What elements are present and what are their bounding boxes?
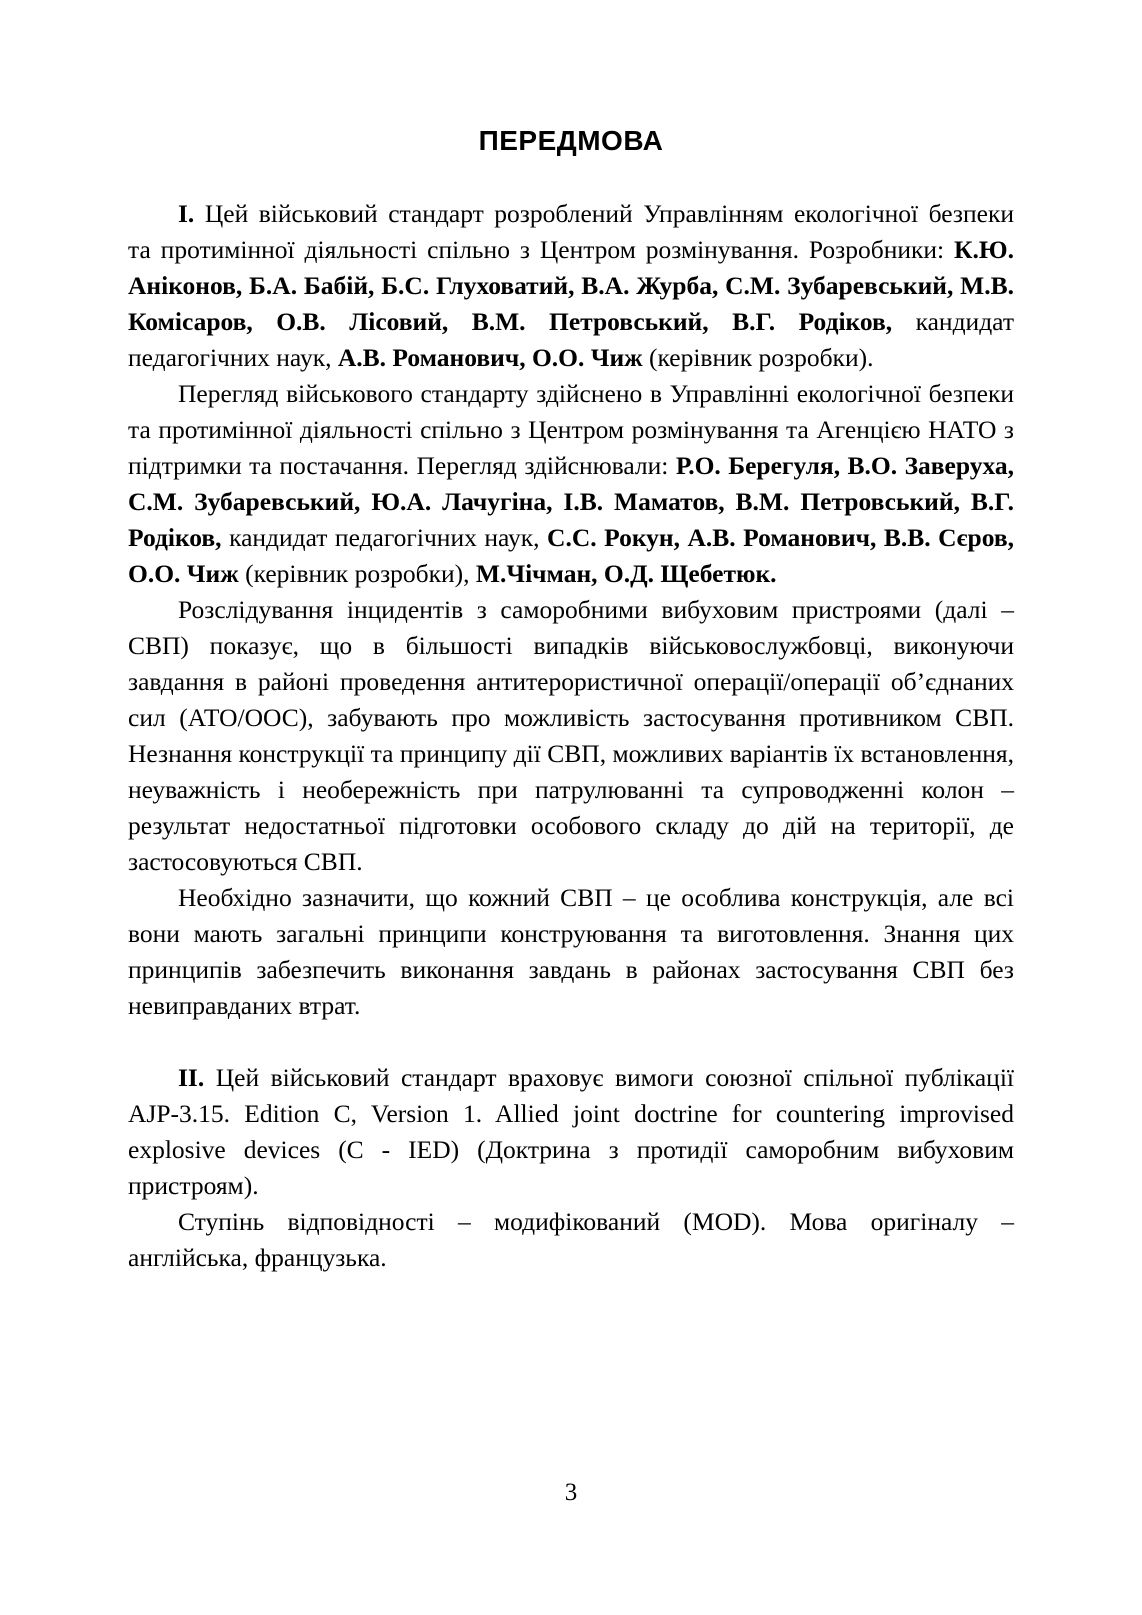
paragraph-review-authors	[128, 376, 1014, 592]
text-run: кандидат педагогічних наук,	[128, 307, 1014, 372]
text-run: Необхідно зазначити, що кожний СВП – це особлива конструкція, але всі вони мають загальні принципи конструювання та виготовлення. Знання цих принципів забезпечить виконання завдань в районах застосування СВП без невиправданих втрат.	[128, 883, 1014, 1020]
page-title: ПЕРЕДМОВА	[478, 125, 664, 156]
page-number: 3	[564, 1479, 578, 1506]
text-run: кандидат педагогічних наук,	[221, 523, 548, 552]
paragraph-conformity-degree	[128, 1204, 1014, 1276]
text-run: Цей військовий стандарт розроблений Управлінням екологічної безпеки та протимінної діяльності спільно з Центром розмінування. Розробники:	[128, 199, 1014, 264]
text-run: Перегляд військового стандарту здійснено в Управлінні екологічної безпеки та протимінної діяльності спільно з Центром розмінування та Агенцією НАТО з підтримки та постачання. Перегляд здійснювали:	[128, 379, 1014, 480]
emphasized-text-run: II.	[178, 1063, 205, 1092]
text-run: Ступінь відповідності – модифікований (MOD). Мова оригіналу – англійська, французька.	[128, 1207, 1014, 1272]
text-run: Розслідування інцидентів з саморобними вибуховим пристроями (далі – СВП) показує, що в більшості випадків військовослужбовці, виконуючи завдання в районі проведення антитерористичної операції/операції об’єднаних сил (АТО/ООС), забувають про можливість застосування противником СВП. Незнання конструкції та принципу дії СВП, можливих варіантів їх встановлення, неуважність і необережність при патрулюванні та супроводженні колон – результат недостатньої підготовки особового складу до дій на території, де застосовуються СВП.	[128, 595, 1014, 876]
paragraph-spacer	[128, 1024, 1014, 1060]
emphasized-text-run: К.Ю. Аніконов, Б.А. Бабій, Б.С. Глуховатий, В.А. Журба, С.М. Зубаревський, М.В. Комісаров, О.В. Лісовий, В.М. Петровський, В.Г. Родіков,	[128, 235, 1014, 336]
document-body	[128, 196, 1014, 1276]
paragraph-section-i-developers	[128, 196, 1014, 376]
paragraph-section-ii-standard-basis	[128, 1060, 1014, 1204]
paragraph-ied-principles	[128, 880, 1014, 1024]
text-run: (керівник розробки),	[238, 559, 476, 588]
emphasized-text-run: М.Чічман, О.Д. Щебетюк.	[475, 559, 777, 588]
text-run: Цей військовий стандарт враховує вимоги союзної спільної публікації AJP-3.15. Edition C, Version 1. Allied joint doctrine for countering improvised explosive devices (C - IED) (Доктрина з протидії саморобним вибуховим пристроям).	[128, 1063, 1014, 1200]
paragraph-ied-investigation	[128, 592, 1014, 880]
text-run: (керівник розробки).	[642, 343, 874, 372]
emphasized-text-run: Р.О. Берегуля, В.О. Заверуха, С.М. Зубаревський, Ю.А. Лачугіна, І.В. Маматов, В.М. Петровський, В.Г. Родіков,	[128, 451, 1014, 552]
emphasized-text-run: I.	[178, 199, 195, 228]
emphasized-text-run: С.С. Рокун, А.В. Романович, В.В. Сєров, О.О. Чиж	[128, 523, 1014, 588]
emphasized-text-run: А.В. Романович, О.О. Чиж	[337, 343, 643, 372]
